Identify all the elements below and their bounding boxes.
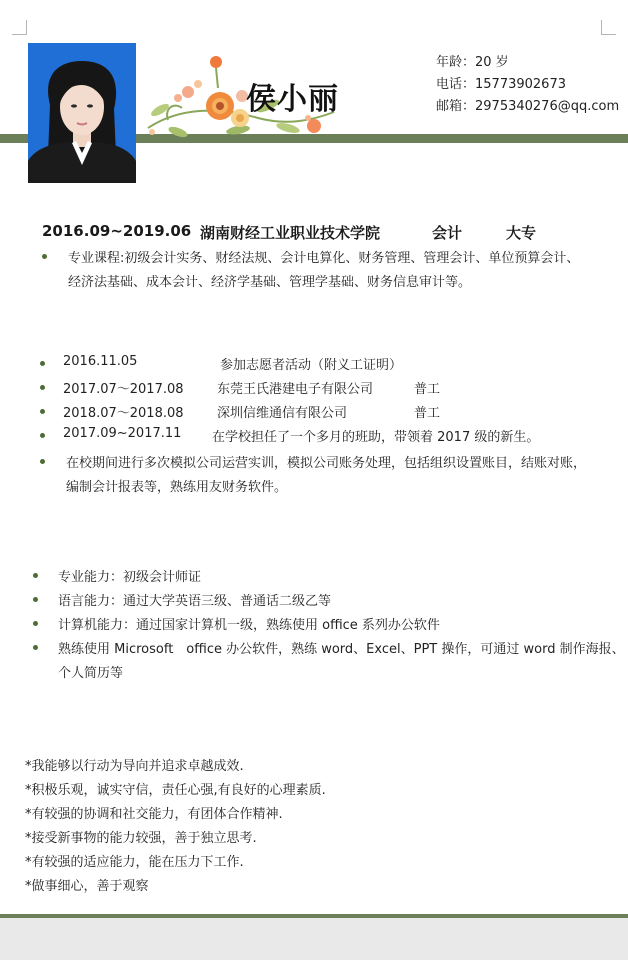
crop-mark-top-right: [601, 20, 616, 35]
skill-language: 语言能力：通过大学英语三级、普通话二级乙等: [58, 594, 332, 609]
skill-office-line-1: 熟练使用 Microsoft office 办公软件，熟练 word、Excel、PPT 操作，可通过 word 制作海报、: [58, 642, 625, 657]
experience-date: 2018.07～2018.08: [63, 406, 184, 421]
experience-date: 2016.11.05: [63, 354, 138, 369]
practice-line-1: 在校期间进行多次模拟公司运营实训，模拟公司账务处理，包括组织设置账目，结账对账，: [66, 456, 587, 471]
self-evaluation-item: *积极乐观，诚实守信，责任心强,有良好的心理素质.: [25, 783, 326, 798]
courses-line-1: 专业课程:初级会计实务、财经法规、会计电算化、财务管理、管理会计、单位预算会计、: [68, 251, 580, 266]
experience-role: 普工: [414, 382, 441, 397]
experience-title: 参加志愿者活动（附义工证明）: [220, 358, 403, 373]
bullet-icon: [33, 621, 38, 626]
bullet-icon: [33, 597, 38, 602]
self-evaluation-item: *有较强的适应能力，能在压力下工作.: [25, 855, 244, 870]
experience-date: 2017.09~2017.11: [63, 426, 182, 441]
bullet-icon: [40, 385, 45, 390]
email-text: 邮箱：2975340276@qq.com: [436, 99, 620, 114]
bullet-icon: [40, 409, 45, 414]
crop-mark-top-left: [12, 20, 27, 35]
bullet-icon: [42, 254, 47, 259]
bullet-icon: [40, 459, 45, 464]
practice-line-2: 编制会计报表等，熟练用友财务软件。: [66, 480, 288, 495]
courses-line-2: 经济法基础、成本会计、经济学基础、管理学基础、财务信息审计等。: [68, 275, 472, 290]
bullet-icon: [40, 433, 45, 438]
self-evaluation-item: *接受新事物的能力较强，善于独立思考.: [25, 831, 257, 846]
education-period: 2016.09~2019.06: [42, 222, 192, 240]
bullet-icon: [40, 361, 45, 366]
bullet-icon: [33, 645, 38, 650]
skill-professional: 专业能力：初级会计师证: [58, 570, 202, 585]
experience-role: 普工: [414, 406, 441, 421]
phone-text: 电话：15773902673: [436, 77, 566, 92]
experience-title: 东莞王氏港建电子有限公司: [217, 382, 374, 397]
bullet-icon: [33, 573, 38, 578]
profile-photo: [28, 43, 136, 183]
experience-date: 2017.07～2017.08: [63, 382, 184, 397]
self-evaluation-item: *做事细心，善于观察: [25, 879, 149, 894]
age-text: 年龄：20 岁: [436, 55, 509, 70]
self-evaluation-item: *有较强的协调和社交能力，有团体合作精神.: [25, 807, 283, 822]
candidate-name: 侯小丽: [246, 82, 339, 117]
footer-accent-band: [0, 914, 628, 918]
experience-title: 在学校担任了一个多月的班助，带领着 2017 级的新生。: [212, 430, 540, 445]
education-major: 会计: [432, 224, 463, 242]
experience-title: 深圳信维通信有限公司: [217, 406, 348, 421]
education-degree: 大专: [506, 224, 537, 242]
skill-computer: 计算机能力：通过国家计算机一级，熟练使用 office 系列办公软件: [58, 618, 440, 633]
education-school: 湖南财经工业职业技术学院: [200, 224, 381, 242]
self-evaluation-item: *我能够以行动为导向并追求卓越成效.: [25, 759, 244, 774]
skill-office-line-2: 个人简历等: [58, 666, 124, 681]
